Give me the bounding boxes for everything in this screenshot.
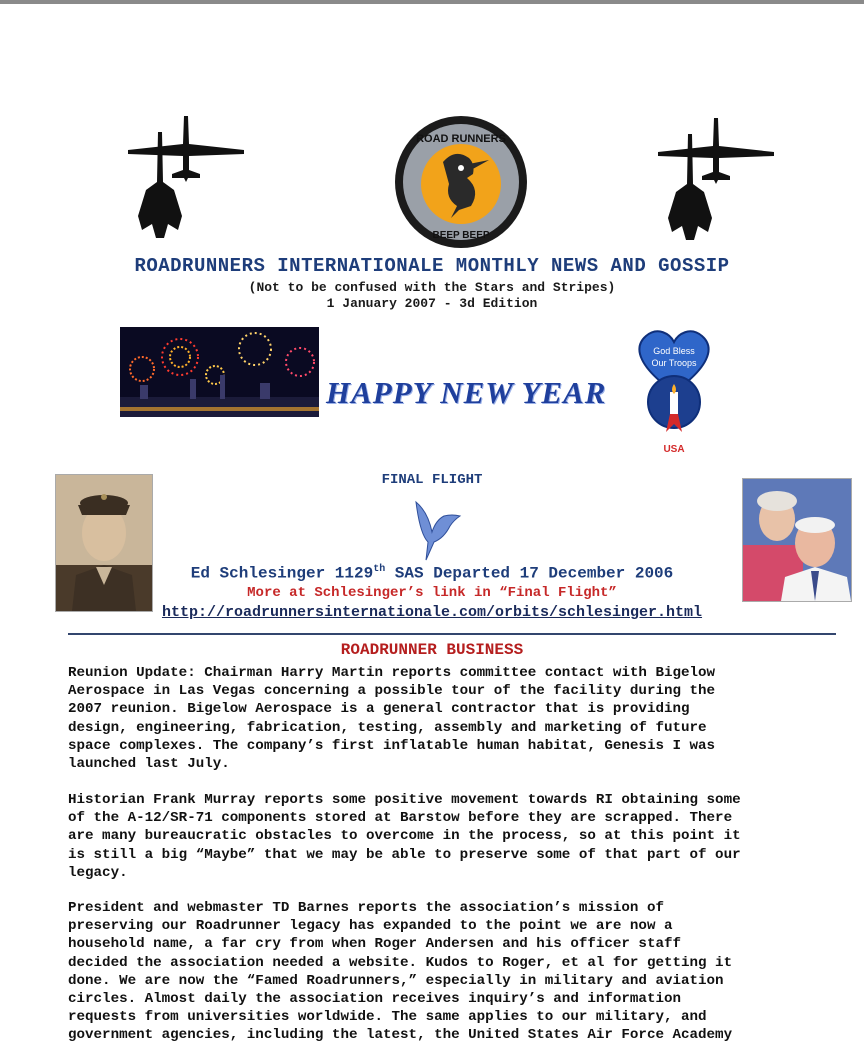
newsletter-title: ROADRUNNERS INTERNATIONALE MONTHLY NEWS AND GOSSIP [134, 255, 730, 277]
final-flight-ordinal: th [373, 564, 386, 575]
final-flight-heading: FINAL FLIGHT [381, 472, 483, 488]
business-heading: ROADRUNNER BUSINESS [340, 641, 524, 659]
aircraft-silhouette-left-icon [126, 112, 248, 246]
couple-photo [742, 478, 852, 602]
final-flight-line [0, 564, 864, 582]
usa-text: USA [663, 444, 685, 455]
happy-new-year-text: HAPPY NEW YEAR [326, 375, 607, 410]
business-paragraph-president: President and webmaster TD Barnes reports the association’s mission of preserving our Roadrunner legacy has expanded to the point we are now a household name, a far cry from when Roger Andersen and his officer staff decided the association needed a website. Kudos to Roger, et al for getting it done. We are now the “Famed Roadrunners,” especially in military and aviation circles. Almost daily the association receives inquiry’s and information requests from universities worldwide. The same applies to our military, and government agencies, including the latest, the United States Air Force Academy [68, 900, 733, 1044]
final-flight-more: More at Schlesinger’s link in “Final Flight” [247, 585, 617, 601]
business-paragraph-historian: Historian Frank Murray reports some positive movement towards RI obtaining some of the A-12/SR-71 components stored at Barstow before they are scrapped. There are many bureaucratic obstacles to overcome in the process, so at this point it is still a big “Maybe” that we may be able to preserve some of that part of our legacy. [68, 792, 741, 881]
final-flight-name: Ed Schlesinger 1129 [190, 564, 374, 583]
heart-text-1: God Bless [653, 346, 695, 356]
patch-top-text: ROAD RUNNERS [416, 133, 506, 145]
section-divider [68, 633, 836, 635]
newsletter-subtitle: (Not to be confused with the Stars and Stripes) [248, 280, 616, 295]
fireworks-image [120, 327, 319, 417]
top-border [0, 0, 864, 4]
business-paragraph-reunion: Reunion Update: Chairman Harry Martin reports committee contact with Bigelow Aerospace in Las Vegas concerning a possible tour of the facility during the 2007 reunion. Bigelow Aerospace is a general contractor that is providing design, engineering, fabrication, testing, assembly and marketing of future space complexes. The company’s first inflatable human habitat, Genesis I was launched last July. [68, 665, 716, 773]
god-bless-troops-heart-icon [630, 328, 718, 458]
heart-text-2: Our Troops [651, 358, 697, 368]
roadrunners-patch-logo [393, 114, 529, 250]
dove-icon [410, 498, 466, 564]
final-flight-departed: SAS Departed 17 December 2006 [385, 564, 674, 583]
patch-bottom-text: BEEP BEEP [432, 230, 490, 241]
aircraft-silhouette-right-icon [656, 114, 778, 248]
final-flight-url-link[interactable]: http://roadrunnersinternationale.com/orbits/schlesinger.html [161, 604, 703, 621]
edition-line: 1 January 2007 - 3d Edition [326, 296, 538, 311]
